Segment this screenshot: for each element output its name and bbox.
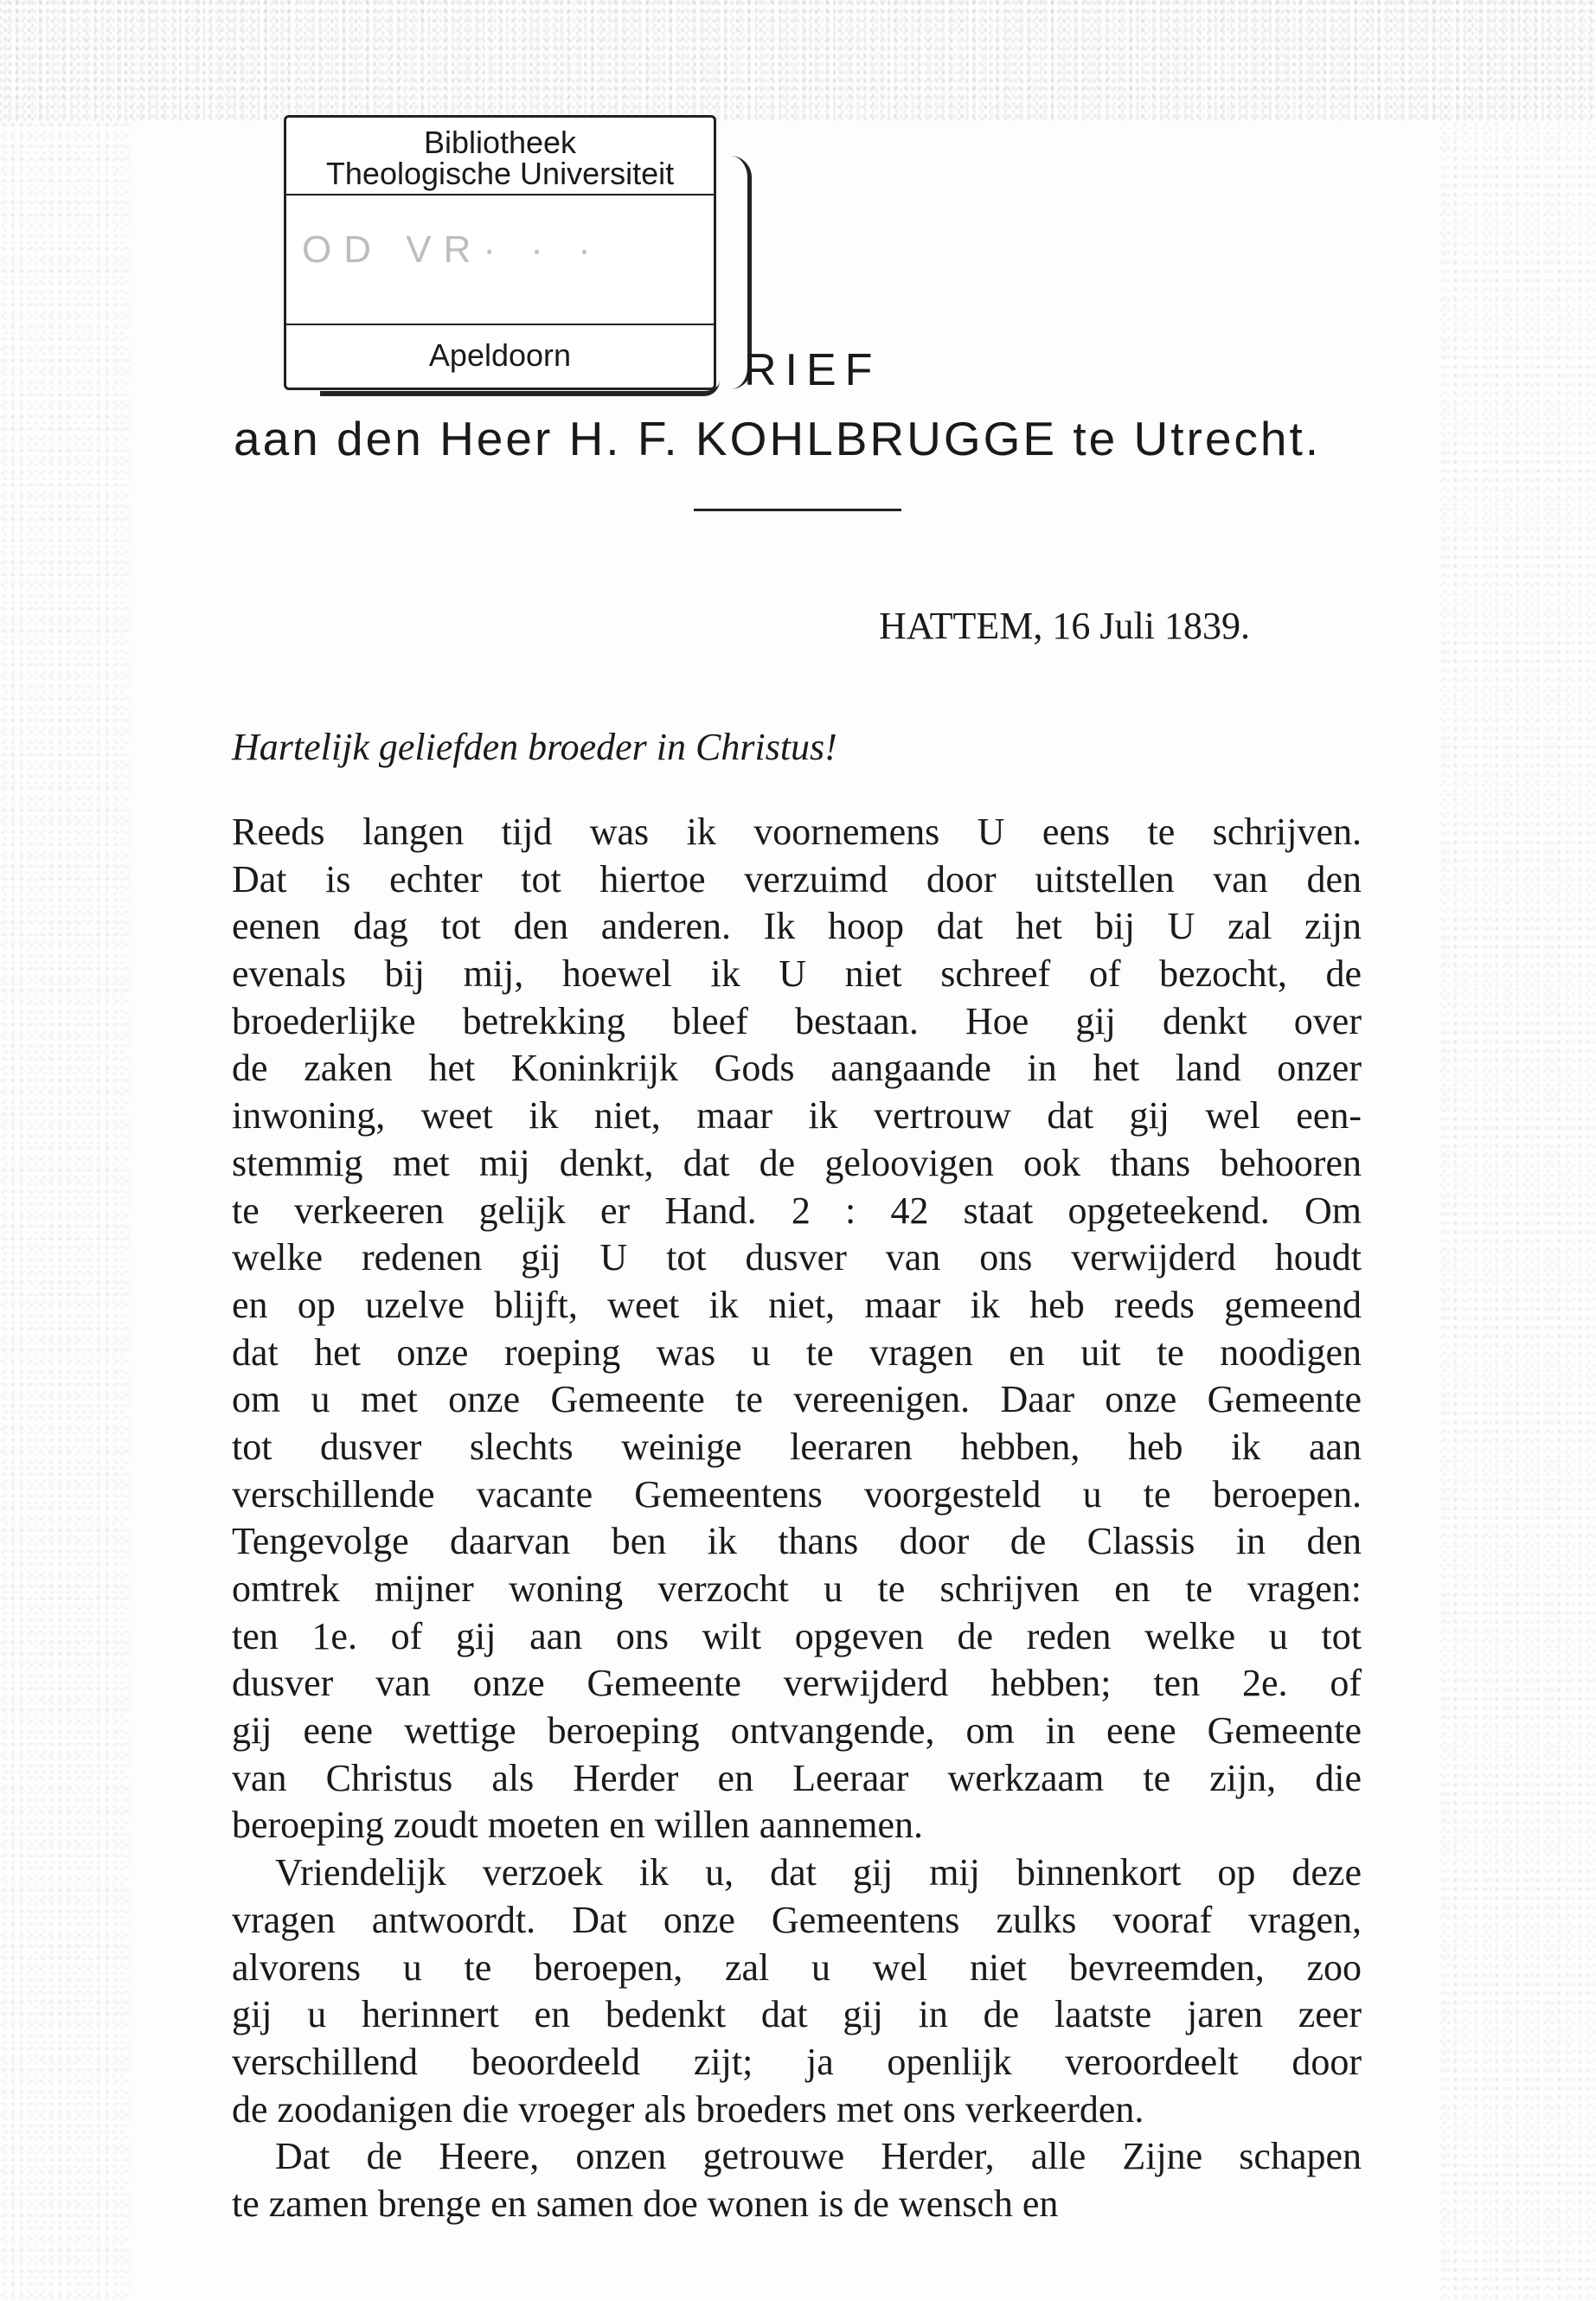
heading-addressee: aan den Heer H. F. KOHLBRUGGE te Utrecht.	[234, 412, 1322, 465]
stamp-city-label: Apeldoorn	[428, 337, 572, 373]
scan-noise-top	[0, 0, 1596, 121]
body-line: Vriendelijk verzoek ik u, dat gij mij binnenkort op deze	[275, 1851, 1362, 1894]
body-line: Tengevolge daarvan ben ik thans door de Classis in den	[232, 1520, 1362, 1563]
body-line: Dat is echter tot hiertoe verzuimd door uitstellen van den	[232, 857, 1362, 901]
body-line: verschillende vacante Gemeentens voorgesteld u te beroepen.	[232, 1472, 1362, 1516]
body-line: en op uzelve blijft, weet ik niet, maar ik heb reeds gemeend	[232, 1283, 1362, 1326]
body-line: te verkeeren gelijk er Hand. 2 : 42 staat opgeteekend. Om	[232, 1189, 1362, 1232]
body-line: ten 1e. of gij aan ons wilt opgeven de reden welke u tot	[232, 1614, 1362, 1657]
body-line: omtrek mijner woning verzocht u te schrijven en te vragen:	[232, 1567, 1362, 1610]
body-line: de zoodanigen die vroeger als broeders met ons verkeerden.	[232, 2087, 1144, 2131]
stamp-shelfmark-area	[286, 194, 714, 325]
stamp-footer	[286, 324, 714, 388]
body-line: broederlijke betrekking bleef bestaan. Hoe gij denkt over	[232, 999, 1362, 1042]
body-line: stemmig met mij denkt, dat de geloovigen ook thans behooren	[232, 1141, 1362, 1184]
library-stamp	[284, 115, 716, 390]
body-line: gij u herinnert en bedenkt dat gij in de laatste jaren zeer	[232, 1993, 1362, 2036]
stamp-library-label: Bibliotheek	[423, 125, 577, 160]
letter-salutation: Hartelijk geliefden broeder in Christus!	[232, 726, 837, 768]
body-line: evenals bij mij, hoewel ik U niet schreef of bezocht, de	[232, 952, 1362, 996]
body-line: beroeping zoudt moeten en willen aannemen.	[232, 1804, 924, 1847]
letter-body	[232, 809, 1362, 2228]
letter-dateline: HATTEM, 16 Juli 1839.	[879, 605, 1250, 647]
stamp-faint-shelfmark: OD VR· · ·	[302, 228, 603, 271]
body-line: inwoning, weet ik niet, maar ik vertrouw dat gij wel een-	[232, 1094, 1362, 1138]
body-line: Dat de Heere, onzen getrouwe Herder, alle Zijne schapen	[275, 2135, 1362, 2178]
scan-noise-right	[1440, 121, 1596, 2301]
body-line: tot dusver slechts weinige leeraren hebben, heb ik aan	[232, 1425, 1362, 1468]
body-line: vragen antwoordt. Dat onze Gemeentens zulks vooraf vragen,	[232, 1898, 1362, 1941]
body-line: alvorens u te beroepen, zal u wel niet bevreemden, zoo	[232, 1945, 1362, 1989]
stamp-university-label: Theologische Universiteit	[325, 156, 675, 191]
body-line: te zamen brenge en samen doe wonen is de wensch en	[232, 2182, 1059, 2225]
body-line: om u met onze Gemeente te vereenigen. Daar onze Gemeente	[232, 1378, 1362, 1421]
stamp-header	[286, 118, 714, 195]
heading-rule	[694, 509, 901, 511]
scan-noise-left	[0, 121, 130, 2301]
body-line: Reeds langen tijd was ik voornemens U eens te schrijven.	[232, 811, 1362, 853]
body-line: eenen dag tot den anderen. Ik hoop dat het bij U zal zijn	[232, 905, 1362, 948]
body-line: de zaken het Koninkrijk Gods aangaande in het land onzer	[232, 1047, 1362, 1090]
body-line: dat het onze roeping was u te vragen en uit te noodigen	[232, 1330, 1362, 1374]
body-line: gij eene wettige beroeping ontvangende, om in eene Gemeente	[232, 1709, 1362, 1753]
body-line: dusver van onze Gemeente verwijderd hebben; ten 2e. of	[232, 1662, 1362, 1705]
body-line: welke redenen gij U tot dusver van ons verwijderd houdt	[232, 1236, 1362, 1279]
heading-title: RIEF	[744, 345, 881, 395]
body-line: verschillend beoordeeld zijt; ja openlijk veroordeelt door	[232, 2040, 1362, 2083]
body-line: van Christus als Herder en Leeraar werkzaam te zijn, die	[232, 1756, 1362, 1799]
